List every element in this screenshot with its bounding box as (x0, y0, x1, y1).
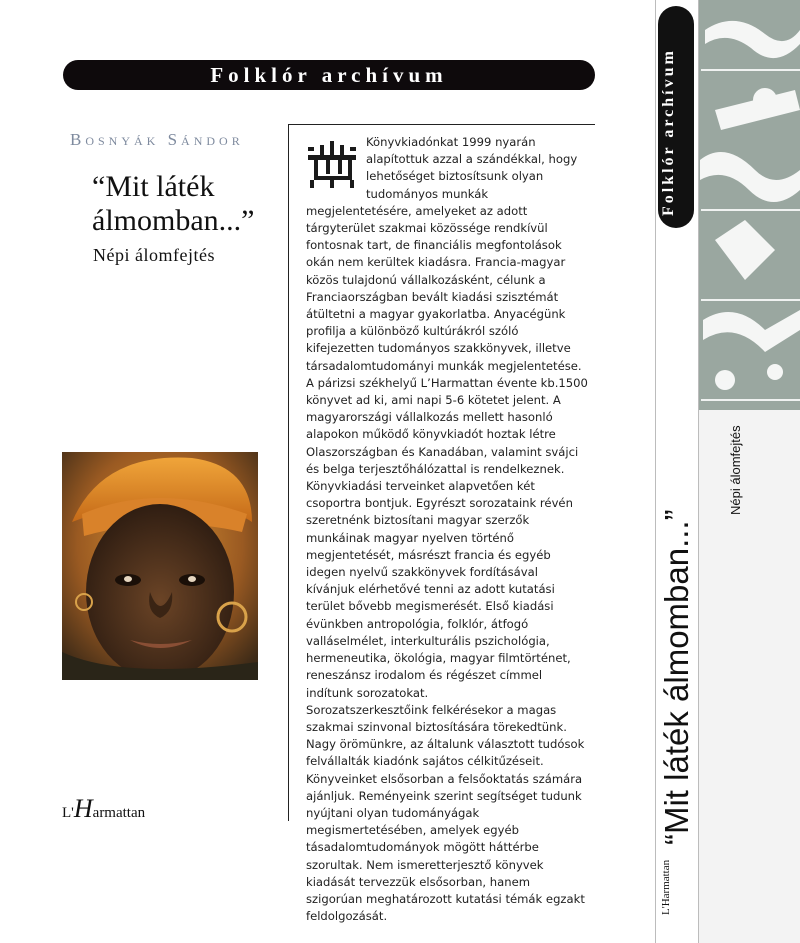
book-title: “Mit láték álmomban...” (92, 170, 255, 237)
text-paragraph: Könyvkiadási terveinket alapvetően két csoportra bontjuk. Egyrészt sorozataink révén szeretnénk biztosítani magyar szerzők munkáinak magyar nyelven történő megjentetését, másrészt francia és egyéb idegen nyelvű szakkönyvek fordításával kívánjuk elérhetővé tenni az adott kutatási terület bővebb megismerését. Első kiadási évünkben antropológia, folklór, átfogó valláselmélet, interkulturális pszichológia, hermeneutika, ökológia, magyar filmtörténet, reneszánsz irodalom és régészet címmel indítunk sorozatokat. (306, 479, 573, 700)
text-paragraph: Könyvkiadónkat 1999 nyarán alapítottuk azzal a szándékkal, hogy lehetőséget biztosítsunk olyan tudományos munkák megjelentetésére, amelyeket az adott tárgyterület szakmai közössége rendkívül fontosnak tart, de financiális megfontolások okán nem kerültek kiadásra. Francia-magyar közös tulajdonú vállalkozásként, célunk a Franciaországban bevált kiadási szisztémát átültetni a magyar gyakorlatba. Anyacégünk profilja a különböző kultúrákról szóló kifejezetten tudományos szakkönyvek, illetve társadalomtudományi munkák megjelentetése. A párizsi székhelyű L’Harmattan évente kb.1500 könyvet ad ki, ami napi 5-6 kötetet jelent. A magyarországi vállalkozás mellett hasonló alapokon működő könyvkiadót hoztak létre Olaszországban és Kanadában, valamint svájci és belga terjesztőhálózattal is rendelkeznek. (306, 135, 588, 476)
author-name: Bosnyák Sándor (70, 130, 244, 149)
spine-publisher-logo: L'Harmattan (660, 859, 672, 915)
text-paragraph: Sorozatszerkesztőink felkérésekor a magas szakmai szinvonal biztosítására törekedtünk. Nagy örömünkre, az általunk választott tudósok felvállalták kiadónk sajátos célkitűzéseit. (306, 702, 585, 769)
folk-ornament-icon (306, 139, 358, 189)
spine-book-subtitle: Népi álomfejtés (728, 425, 743, 515)
spine-book-title: “Mit láték álmomban...” (658, 509, 695, 845)
publisher-logo: L'Harmattan (62, 794, 146, 823)
series-title: Folklór archívum (210, 63, 448, 87)
spine-series-title: Folklór archívum (660, 48, 677, 216)
portrait-photo (62, 452, 258, 680)
back-cover-text (306, 134, 590, 925)
book-subtitle: Népi álomfejtés (93, 245, 215, 265)
portrait-illustration (62, 452, 258, 680)
series-banner (63, 60, 595, 90)
text-paragraph: Könyveinket elsősorban a felsőoktatás számára ajánljuk. Reményeink szerint segítséget tudunk nyújtani olyan tudományágak megismertetésében, amelyek egyéb tásadalomtudományok mögött háttérbe szorultak. Nem ismeretterjesztő könyvek kiadását tervezzük elsősorban, hanem szigorúan meghatározott kutatási témák egzakt feldolgozását. (306, 771, 585, 924)
